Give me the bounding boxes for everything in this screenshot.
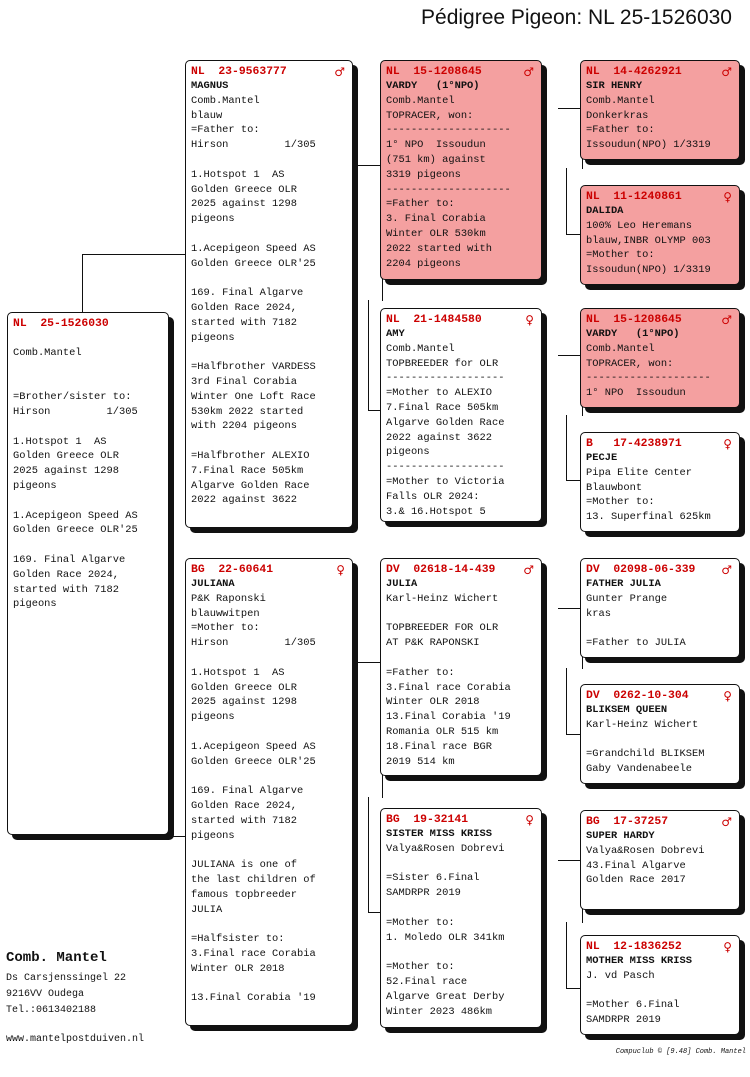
connector-line — [354, 165, 383, 301]
card-text-line: blauwwitpen — [191, 607, 260, 620]
copyright-note: Compuclub © [9.48] Comb. Mantel — [615, 1048, 746, 1056]
card-text-line: Hirson 1/305 — [13, 405, 138, 418]
card-text-line: Comb.Mantel — [386, 94, 455, 107]
card-header — [586, 65, 735, 79]
card-text-line: -------------------- — [386, 124, 511, 137]
card-text-line: 2025 against 1298 — [191, 696, 298, 709]
card-text-line: Gaby Vandenabeele — [586, 763, 693, 776]
card-text-line: 1.Acepigeon Speed AS — [191, 740, 316, 753]
card-text-line: Winter One Loft Race — [191, 390, 316, 403]
card-text-line: TOPRACER, won: — [586, 357, 674, 370]
card-text-line: 3319 pigeons — [386, 168, 461, 181]
male-icon: ♂ — [721, 815, 732, 829]
pigeon-name: SUPER HARDY — [586, 830, 655, 842]
card-text-line: =Mother to Victoria — [386, 475, 505, 488]
male-icon: ♂ — [523, 65, 534, 79]
card-text-line: =Father to JULIA — [586, 637, 686, 650]
card-header — [191, 65, 348, 79]
pigeon-name: MOTHER MISS KRISS — [586, 955, 693, 967]
female-icon: ♀ — [723, 940, 732, 954]
card-text-line: 1.Acepigeon Speed AS — [191, 242, 316, 255]
card-header — [586, 437, 735, 451]
card-text-line: JULIA — [191, 903, 223, 916]
pedigree-card-mff[interactable] — [580, 558, 740, 658]
card-text-line: started with 7182 — [191, 814, 298, 827]
pigeon-name: JULIA — [386, 578, 418, 590]
card-text-line: J. vd Pasch — [586, 969, 655, 982]
card-text-line: =Father to: — [191, 124, 260, 137]
card-text-line: Hirson 1/305 — [191, 637, 316, 650]
card-text-line: Comb.Mantel — [13, 346, 82, 359]
card-text-line: -------------------- — [386, 183, 511, 196]
ring-number: DV 02098-06-339 — [586, 564, 696, 576]
ring-number: NL 21-1484580 — [386, 314, 482, 326]
card-text-line: Algarve Golden Race — [386, 416, 505, 429]
pedigree-card-fff[interactable] — [580, 60, 740, 160]
card-text-line: Karl-Heinz Wichert — [386, 592, 499, 605]
card-header — [586, 313, 735, 327]
card-text-line: blauw,INBR OLYMP 003 — [586, 234, 711, 247]
card-header — [586, 689, 735, 703]
card-text-line: TOPBREEDER FOR OLR — [386, 622, 499, 635]
card-text-line: 13.Final Corabia '19 — [386, 711, 511, 724]
card-text-line — [13, 331, 164, 346]
ring-number: BG 17-37257 — [586, 816, 669, 828]
card-text-line: Donkerkras — [586, 109, 649, 122]
pigeon-name: SISTER MISS KRISS — [386, 828, 493, 840]
pedigree-card-mmf[interactable] — [580, 810, 740, 910]
card-text-line: Algarve Golden Race — [191, 479, 310, 492]
female-icon: ♀ — [525, 313, 534, 327]
card-text-line: 43.Final Algarve — [586, 859, 686, 872]
ring-number: NL 25-1526030 — [13, 318, 109, 330]
female-icon: ♀ — [723, 190, 732, 204]
pedigree-card-ffm[interactable] — [580, 185, 740, 285]
card-text-line: Golden Race 2024, — [191, 301, 298, 314]
male-icon: ♂ — [721, 65, 732, 79]
pedigree-card-fmf[interactable] — [580, 308, 740, 408]
card-text-line: Pipa Elite Center — [586, 466, 693, 479]
pedigree-card-fmm[interactable] — [580, 432, 740, 532]
card-text-line: 530km 2022 started — [191, 405, 304, 418]
pedigree-card-mother[interactable] — [185, 558, 353, 1026]
card-text-line: SAMDRPR 2019 — [586, 1014, 661, 1027]
card-text-line: Gunter Prange — [586, 592, 668, 605]
card-text-line: Golden Race 2024, — [13, 568, 120, 581]
card-text-line — [191, 769, 348, 784]
card-text-line: 52.Final race — [386, 975, 468, 988]
card-text-line — [191, 917, 348, 932]
card-text-line — [191, 977, 348, 992]
card-text-line — [191, 725, 348, 740]
card-text-line: 1.Hotspot 1 AS — [191, 168, 285, 181]
pedigree-card-mother-father[interactable] — [380, 558, 542, 776]
ring-number: NL 12-1836252 — [586, 941, 682, 953]
pigeon-name: SIR HENRY — [586, 80, 643, 92]
card-text-line: pigeons — [191, 711, 235, 724]
website-link[interactable]: www.mantelpostduiven.nl — [6, 1034, 145, 1045]
card-text-line: JULIANA is one of — [191, 859, 298, 872]
card-text-line: Winter 2023 486km — [386, 1005, 493, 1018]
card-text-line — [586, 621, 735, 636]
card-text-line: TOPRACER, won: — [386, 109, 474, 122]
female-icon: ♀ — [723, 437, 732, 451]
card-text-line: pigeons — [13, 598, 57, 611]
card-text-line: 169. Final Algarve — [191, 785, 304, 798]
card-text-line: pigeons — [191, 829, 235, 842]
card-text-line: Comb.Mantel — [586, 342, 655, 355]
card-text-line — [191, 345, 348, 360]
pigeon-name: BLIKSEM QUEEN — [586, 704, 668, 716]
card-text-line: started with 7182 — [13, 583, 120, 596]
card-text-line — [13, 361, 164, 376]
card-text-line: 2019 514 km — [386, 755, 455, 768]
card-text-line — [13, 420, 164, 435]
card-text-line: with 2204 pigeons — [191, 420, 298, 433]
male-icon: ♂ — [523, 563, 534, 577]
card-text-line: ------------------- — [386, 372, 505, 385]
card-header — [386, 813, 537, 827]
card-text-line: (751 km) against — [386, 153, 486, 166]
card-text-line: Golden Greece OLR — [13, 450, 120, 463]
card-text-line: 2022 started with — [386, 242, 493, 255]
card-text-line — [386, 607, 537, 622]
card-text-line: blauw — [191, 109, 223, 122]
female-icon: ♀ — [723, 689, 732, 703]
card-text-line: =Brother/sister to: — [13, 391, 132, 404]
card-text-line — [191, 434, 348, 449]
card-text-line — [191, 271, 348, 286]
card-text-line: Golden Greece OLR'25 — [191, 755, 316, 768]
card-text-line: =Halfbrother ALEXIO — [191, 449, 310, 462]
card-text-line: =Sister 6.Final — [386, 872, 480, 885]
card-text-line: =Mother to: — [191, 622, 260, 635]
pigeon-name: VARDY (1°NPO) — [386, 80, 480, 92]
card-text-line: 1.Hotspot 1 AS — [191, 666, 285, 679]
card-text-line — [191, 227, 348, 242]
card-text-line: pigeons — [191, 213, 235, 226]
card-text-line: =Father to: — [586, 124, 655, 137]
card-header — [586, 815, 735, 829]
card-header — [386, 65, 537, 79]
card-text-line: Golden Greece OLR'25 — [191, 257, 316, 270]
card-text-line: 1° NPO Issoudun — [386, 139, 486, 152]
card-text-line: 1. Moledo OLR 341km — [386, 931, 505, 944]
card-text-line: the last children of — [191, 873, 316, 886]
card-text-line: Issoudun(NPO) 1/3319 — [586, 264, 711, 277]
ring-number: DV 0262-10-304 — [586, 690, 689, 702]
card-text-line: 2025 against 1298 — [13, 465, 120, 478]
card-text-line: =Mother to: — [586, 249, 655, 262]
card-text-line: 100% Leo Heremans — [586, 219, 693, 232]
card-text-line: Blauwbont — [586, 481, 643, 494]
male-icon: ♂ — [721, 563, 732, 577]
card-text-line: =Mother 6.Final — [586, 999, 680, 1012]
card-text-line: Hirson 1/305 — [191, 139, 316, 152]
card-text-line: 169. Final Algarve — [13, 553, 126, 566]
card-header — [191, 563, 348, 577]
connector-line — [82, 254, 189, 313]
card-text-line: famous topbreeder — [191, 888, 298, 901]
card-header — [386, 313, 537, 327]
card-text-line: Comb.Mantel — [386, 342, 455, 355]
pigeon-name: VARDY (1°NPO) — [586, 328, 680, 340]
card-text-line: Golden Race 2017 — [586, 874, 686, 887]
card-text-line: SAMDRPR 2019 — [386, 887, 461, 900]
card-text-line — [191, 843, 348, 858]
card-text-line: Comb.Mantel — [586, 94, 655, 107]
card-text-line — [13, 494, 164, 509]
pigeon-name: PECJE — [586, 452, 618, 464]
card-text-line: =Halfbrother VARDESS — [191, 361, 316, 374]
card-text-line — [191, 651, 348, 666]
card-text-line — [191, 153, 348, 168]
pedigree-card-father-mother[interactable] — [380, 308, 542, 522]
address-city: 9216VV Oudega — [6, 989, 85, 1000]
card-text-line: Winter OLR 530km — [386, 227, 486, 240]
card-text-line: =Grandchild BLIKSEM — [586, 748, 705, 761]
card-text-line: =Halfsister to: — [191, 933, 285, 946]
card-text-line: Golden Greece OLR'25 — [13, 524, 138, 537]
male-icon: ♂ — [721, 313, 732, 327]
card-text-line: =Mother to: — [386, 916, 455, 929]
pedigree-card-father[interactable] — [185, 60, 353, 528]
card-text-line — [586, 733, 735, 748]
card-text-line — [13, 375, 164, 390]
female-icon: ♀ — [525, 813, 534, 827]
card-text-line: 2204 pigeons — [386, 257, 461, 270]
card-text-line: Romania OLR 515 km — [386, 725, 499, 738]
card-text-line — [386, 901, 537, 916]
address-street: Ds Carsjenssingel 22 — [6, 973, 127, 984]
card-text-line: =Father to: — [386, 666, 455, 679]
card-text-line: 13.Final Corabia '19 — [191, 992, 316, 1005]
pedigree-card-mother-mother[interactable] — [380, 808, 542, 1028]
card-text-line: Golden Greece OLR — [191, 681, 298, 694]
card-text-line: pigeons — [191, 331, 235, 344]
card-header — [586, 940, 735, 954]
card-text-line — [386, 651, 537, 666]
card-text-line: Winter OLR 2018 — [386, 696, 480, 709]
card-text-line: 2022 against 3622 — [386, 431, 493, 444]
ring-number: NL 15-1208645 — [586, 314, 682, 326]
ring-number: B 17-4238971 — [586, 438, 682, 450]
female-icon: ♀ — [336, 563, 345, 577]
card-text-line: Valya&Rosen Dobrevi — [386, 842, 505, 855]
card-text-line: 1.Hotspot 1 AS — [13, 435, 107, 448]
card-header — [586, 190, 735, 204]
card-text-line: 169. Final Algarve — [191, 287, 304, 300]
card-text-line — [386, 857, 537, 872]
card-text-line: 18.Final race BGR — [386, 740, 493, 753]
pigeon-name: MAGNUS — [191, 80, 229, 92]
card-text-line: 1° NPO Issoudun — [586, 387, 686, 400]
card-text-line: Winter OLR 2018 — [191, 962, 285, 975]
pigeon-name: FATHER JULIA — [586, 578, 661, 590]
connector-line — [354, 662, 383, 798]
card-text-line: =Mother to ALEXIO — [386, 387, 493, 400]
card-header — [386, 563, 537, 577]
card-text-line: Issoudun(NPO) 1/3319 — [586, 139, 711, 152]
ring-number: NL 14-4262921 — [586, 66, 682, 78]
ring-number: BG 19-32141 — [386, 814, 469, 826]
pigeon-name: AMY — [386, 328, 405, 340]
card-text-line: Golden Greece OLR — [191, 183, 298, 196]
card-text-line: ------------------- — [386, 461, 505, 474]
card-text-line: -------------------- — [586, 372, 711, 385]
card-text-line — [386, 945, 537, 960]
ring-number: NL 23-9563777 — [191, 66, 287, 78]
card-text-line: 2022 against 3622 — [191, 494, 298, 507]
card-header — [586, 563, 735, 577]
card-text-line: 1.Acepigeon Speed AS — [13, 509, 138, 522]
card-text-line: 3.Final race Corabia — [191, 947, 316, 960]
card-text-line: 2025 against 1298 — [191, 198, 298, 211]
card-text-line: =Father to: — [386, 198, 455, 211]
card-text-line: P&K Raponski — [191, 592, 266, 605]
male-icon: ♂ — [334, 65, 345, 79]
pedigree-card-mfm[interactable] — [580, 684, 740, 784]
card-text-line: 7.Final Race 505km — [191, 464, 304, 477]
ring-number: NL 11-1240861 — [586, 191, 682, 203]
card-text-line: pigeons — [386, 446, 430, 459]
card-text-line: AT P&K RAPONSKI — [386, 637, 480, 650]
card-text-line — [586, 984, 735, 999]
card-text-line: Algarve Great Derby — [386, 990, 505, 1003]
card-text-line: 7.Final Race 505km — [386, 401, 499, 414]
card-text-line: pigeons — [13, 479, 57, 492]
card-text-line: Valya&Rosen Dobrevi — [586, 844, 705, 857]
card-text-line: Golden Race 2024, — [191, 799, 298, 812]
card-header — [13, 317, 164, 331]
card-text-line: Comb.Mantel — [191, 94, 260, 107]
pedigree-card-mmm[interactable] — [580, 935, 740, 1035]
ring-number: BG 22-60641 — [191, 564, 274, 576]
card-text-line: Karl-Heinz Wichert — [586, 718, 699, 731]
ring-number: DV 02618-14-439 — [386, 564, 496, 576]
card-text-line: 3. Final Corabia — [386, 213, 486, 226]
ring-number: NL 15-1208645 — [386, 66, 482, 78]
card-text-line: 3.& 16.Hotspot 5 — [386, 505, 486, 518]
pigeon-name: DALIDA — [586, 205, 624, 217]
phone-number: Tel.:0613402188 — [6, 1005, 97, 1016]
card-text-line: 13. Superfinal 625km — [586, 511, 711, 524]
breeder-name: Comb. Mantel — [6, 950, 107, 966]
card-text-line: 3.Final race Corabia — [386, 681, 511, 694]
card-text-line: Falls OLR 2024: — [386, 490, 480, 503]
card-text-line: kras — [586, 607, 611, 620]
card-text-line: TOPBREEDER for OLR — [386, 357, 499, 370]
pedigree-card-father-father[interactable] — [380, 60, 542, 280]
card-text-line: =Mother to: — [386, 961, 455, 974]
card-text-line — [13, 538, 164, 553]
pedigree-card-subject[interactable] — [7, 312, 169, 835]
card-text-line: started with 7182 — [191, 316, 298, 329]
card-text-line: =Mother to: — [586, 496, 655, 509]
card-text-line: 3rd Final Corabia — [191, 375, 298, 388]
pigeon-name: JULIANA — [191, 578, 235, 590]
page-title: Pédigree Pigeon: NL 25-1526030 — [421, 6, 732, 29]
